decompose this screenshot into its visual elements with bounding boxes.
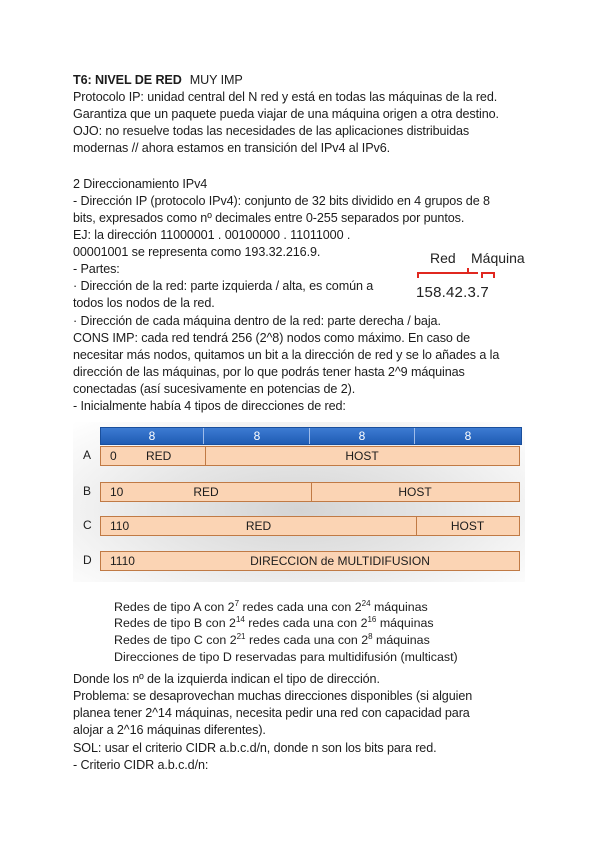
title-sub: MUY IMP (189, 73, 243, 87)
class-c-red: RED (245, 519, 272, 533)
class-a-letter: A (83, 448, 92, 462)
host-label: Máquina (471, 250, 525, 266)
note-exponent: 8 (368, 632, 373, 641)
note-exponent: 14 (235, 615, 245, 624)
page-title (73, 72, 243, 89)
text-line: necesitar más nodos, quitamos un bit a la dirección de red y se lo añades a la (73, 348, 500, 362)
bit-group-1: 8 (148, 429, 156, 443)
bit-group-2: 8 (253, 429, 261, 443)
text-line: modernas // ahora estamos en transición del IPv4 al IPv6. (73, 141, 391, 155)
address-classes-figure (73, 422, 525, 667)
note-text: Redes de tipo B con 2 (114, 616, 236, 630)
text-line: conectadas (así sucesivamente en potencias de 2). (73, 382, 356, 396)
text-line: 00001001 se representa como 193.32.216.9. (73, 245, 321, 259)
text-line: Problema: se desaprovechan muchas direcciones disponibles (si alguien (73, 689, 473, 703)
text-line: Protocolo IP: unidad central del N red y está en todas las máquinas de la red. (73, 90, 498, 104)
class-a-bar (100, 446, 520, 466)
title-main: T6: NIVEL DE RED (73, 73, 182, 87)
class-d-bar (100, 551, 520, 571)
bit-group-3: 8 (358, 429, 366, 443)
class-c-note (114, 632, 430, 648)
text-line: Donde los nº de la izquierda indican el tipo de dirección. (73, 672, 380, 686)
note-text: máquinas (370, 600, 428, 614)
class-b-letter: B (83, 484, 92, 498)
bit-separator (414, 428, 415, 444)
text-line: dirección de las máquinas, por lo que podrás tener hasta 2^9 máquinas (73, 365, 465, 379)
ip-parts-illustration (408, 248, 538, 306)
text-line: planea tener 2^14 máquinas, necesita pedir una red con capacidad para (73, 706, 470, 720)
text-line: todos los nodos de la red. (73, 296, 215, 310)
class-d-note: Direcciones de tipo D reservadas para multidifusión (multicast) (114, 650, 458, 664)
note-text: redes cada una con 2 (245, 633, 369, 647)
note-exponent: 21 (236, 632, 246, 641)
class-c-host: HOST (450, 519, 485, 533)
text-line: OJO: no resuelve todas las necesidades de las aplicaciones distribuidas (73, 124, 470, 138)
class-b-host: HOST (398, 485, 432, 499)
ip-address-example: 158.42.3.7 (416, 284, 489, 301)
class-d-letter: D (83, 553, 92, 567)
bit-separator (203, 428, 204, 444)
text-line: · Dirección de la red: parte izquierda / alta, es común a (73, 279, 374, 293)
note-exponent: 24 (361, 599, 371, 608)
class-b-red: RED (193, 485, 219, 499)
class-b-bar (100, 482, 520, 502)
note-text: redes cada una con 2 (239, 600, 362, 614)
text-line: - Dirección IP (protocolo IPv4): conjunto de 32 bits dividido en 4 grupos de 8 (73, 194, 490, 208)
text-line: Garantiza que un paquete pueda viajar de una máquina origen a otra destino. (73, 107, 499, 121)
note-text: Redes de tipo A con 2 (114, 600, 235, 614)
bit-group-4: 8 (464, 429, 472, 443)
bit-groups-header (100, 427, 522, 445)
text-line: alojar a 2^16 máquinas diferentes). (73, 723, 266, 737)
note-text: máquinas (372, 633, 430, 647)
text-line: - Partes: (73, 262, 120, 276)
text-line: SOL: usar el criterio CIDR a.b.c.d/n, donde n son los bits para red. (73, 741, 437, 755)
text-line: CONS IMP: cada red tendrá 256 (2^8) nodos como máximo. En caso de (73, 331, 471, 345)
red-label: Red (430, 250, 456, 266)
class-c-bar (100, 516, 520, 536)
class-d-prefix: 1110 (110, 554, 135, 568)
text-line: - Inicialmente había 4 tipos de direcciones de red: (73, 399, 346, 413)
class-a-prefix: 0 (110, 449, 117, 463)
class-b-prefix: 10 (110, 485, 124, 499)
note-text: redes cada una con 2 (244, 616, 368, 630)
note-text: Redes de tipo C con 2 (114, 633, 237, 647)
note-exponent: 16 (367, 615, 377, 624)
class-a-host: HOST (345, 449, 379, 463)
class-b-note (114, 615, 434, 631)
class-c-letter: C (83, 518, 92, 532)
class-a-note (114, 599, 428, 615)
text-line: - Criterio CIDR a.b.c.d/n: (73, 758, 209, 772)
class-d-multicast: DIRECCION de MULTIDIFUSION (250, 554, 430, 568)
class-a-red: RED (146, 449, 172, 463)
section-heading: 2 Direccionamiento IPv4 (73, 177, 208, 191)
text-line: bits, expresados como nº decimales entre 0-255 separados por puntos. (73, 211, 465, 225)
text-line: · Dirección de cada máquina dentro de la red: parte derecha / baja. (73, 314, 441, 328)
bit-separator (309, 428, 310, 444)
class-c-prefix: 110 (110, 519, 130, 533)
note-exponent: 7 (234, 599, 240, 608)
text-line: EJ: la dirección 11000001 . 00100000 . 11011000 . (73, 228, 351, 242)
note-text: máquinas (376, 616, 434, 630)
